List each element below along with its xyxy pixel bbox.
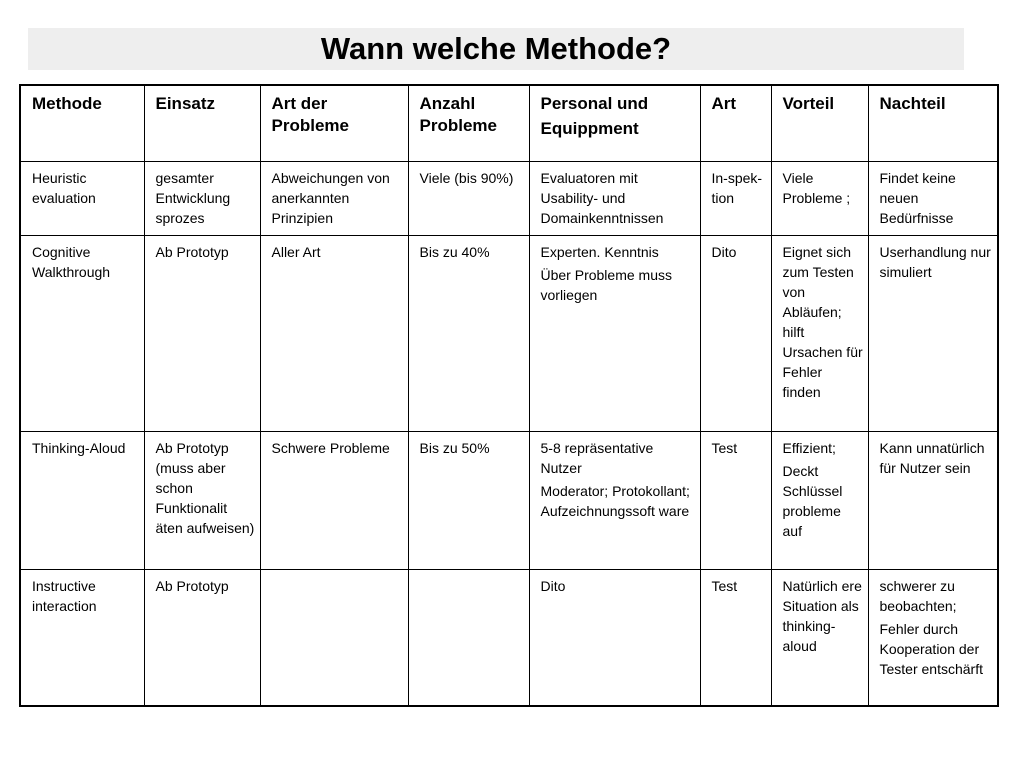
cell-text: Viele Probleme ; xyxy=(782,170,851,206)
table-cell-art xyxy=(700,570,771,706)
table-cell-art-der-probleme xyxy=(260,570,408,706)
table-cell-anzahl-probleme xyxy=(408,236,529,432)
column-header-personal-und-equippment xyxy=(529,85,700,162)
methods-table xyxy=(19,84,999,707)
table-cell-einsatz xyxy=(144,570,260,706)
table-cell-personal-und-equippment xyxy=(529,570,700,706)
cell-text: Schwere Probleme xyxy=(271,440,390,456)
table-cell-vorteil xyxy=(771,432,868,570)
table-cell-nachteil xyxy=(868,570,998,706)
cell-text: Effizient; xyxy=(782,440,836,456)
page-title: Wann welche Methode? xyxy=(320,31,672,66)
column-header-einsatz xyxy=(144,85,260,162)
table-cell-anzahl-probleme xyxy=(408,162,529,236)
table-cell-personal-und-equippment xyxy=(529,162,700,236)
cell-text: Instructive interaction xyxy=(32,578,97,614)
table-header-row xyxy=(20,85,998,162)
table-cell-einsatz xyxy=(144,236,260,432)
table-cell-vorteil xyxy=(771,162,868,236)
column-header-vorteil xyxy=(771,85,868,162)
cell-text: Natürlich ere Situation als thinking-aloud xyxy=(782,578,862,654)
table-cell-nachteil xyxy=(868,236,998,432)
table-cell-art-der-probleme xyxy=(260,162,408,236)
cell-text: Eignet sich zum Testen von Abläufen; hilft Ursachen für Fehler finden xyxy=(782,244,863,400)
table-row xyxy=(20,162,998,236)
table-cell-personal-und-equippment xyxy=(529,432,700,570)
cell-text: Einsatz xyxy=(155,94,216,113)
cell-text: Moderator; Protokollant; Aufzeichnungssoft ware xyxy=(540,483,690,519)
cell-text: Aller Art xyxy=(271,244,321,260)
table-row xyxy=(20,236,998,432)
table-cell-art xyxy=(700,432,771,570)
cell-text: Vorteil xyxy=(782,94,835,113)
table-cell-methode xyxy=(20,162,144,236)
table-row xyxy=(20,432,998,570)
table-row xyxy=(20,570,998,706)
table-cell-anzahl-probleme xyxy=(408,570,529,706)
cell-text: 5-8 repräsentative Nutzer xyxy=(540,440,654,476)
cell-text: Test xyxy=(711,578,738,594)
table-cell-vorteil xyxy=(771,236,868,432)
column-header-anzahl-probleme xyxy=(408,85,529,162)
title-bar xyxy=(28,28,964,70)
table-cell-anzahl-probleme xyxy=(408,432,529,570)
cell-text: Ab Prototyp (muss aber schon Funktionalit äten aufweisen) xyxy=(155,440,255,536)
cell-text: Ab Prototyp xyxy=(155,244,229,260)
table-cell-art xyxy=(700,236,771,432)
table-cell-personal-und-equippment xyxy=(529,236,700,432)
column-header-methode xyxy=(20,85,144,162)
cell-text: Findet keine neuen Bedürfnisse xyxy=(879,170,956,226)
table-cell-nachteil xyxy=(868,432,998,570)
cell-text: Ab Prototyp xyxy=(155,578,229,594)
table-cell-methode xyxy=(20,236,144,432)
cell-text: Cognitive Walkthrough xyxy=(32,244,111,280)
cell-text: Thinking-Aloud xyxy=(32,440,126,456)
cell-text: Viele (bis 90%) xyxy=(419,170,514,186)
table-cell-art-der-probleme xyxy=(260,236,408,432)
cell-text: Fehler durch Kooperation der Tester entschärft xyxy=(879,621,983,677)
table-cell-methode xyxy=(20,432,144,570)
table-cell-nachteil xyxy=(868,162,998,236)
table-cell-vorteil xyxy=(771,570,868,706)
cell-text: Dito xyxy=(711,244,737,260)
table-cell-methode xyxy=(20,570,144,706)
cell-text: Art xyxy=(711,94,737,113)
cell-text: Kann unnatürlich für Nutzer sein xyxy=(879,440,985,476)
cell-text: Nachteil xyxy=(879,94,946,113)
cell-text: Test xyxy=(711,440,738,456)
cell-text: Abweichungen von anerkannten Prinzipien xyxy=(271,170,390,226)
column-header-nachteil xyxy=(868,85,998,162)
cell-text: Personal und xyxy=(540,94,649,113)
table-cell-art xyxy=(700,162,771,236)
cell-text: Heuristic evaluation xyxy=(32,170,96,206)
table-cell-art-der-probleme xyxy=(260,432,408,570)
column-header-art xyxy=(700,85,771,162)
cell-text: Deckt Schlüssel probleme auf xyxy=(782,463,843,539)
cell-text: Anzahl Probleme xyxy=(419,94,497,135)
cell-text: schwerer zu beobachten; xyxy=(879,578,957,614)
column-header-art-der-probleme xyxy=(260,85,408,162)
cell-text: Bis zu 40% xyxy=(419,244,490,260)
cell-text: Methode xyxy=(32,94,102,113)
cell-text: gesamter Entwicklung sprozes xyxy=(155,170,231,226)
cell-text: Art der Probleme xyxy=(271,94,349,135)
table-body xyxy=(20,162,998,706)
cell-text: Dito xyxy=(540,578,566,594)
cell-text: Equippment xyxy=(540,119,639,138)
cell-text: Bis zu 50% xyxy=(419,440,490,456)
cell-text: Userhandlung nur simuliert xyxy=(879,244,991,280)
cell-text: Über Probleme muss vorliegen xyxy=(540,267,672,303)
table-cell-einsatz xyxy=(144,432,260,570)
table-cell-einsatz xyxy=(144,162,260,236)
cell-text: Experten. Kenntnis xyxy=(540,244,659,260)
cell-text: In-spek-tion xyxy=(711,170,763,206)
cell-text: Evaluatoren mit Usability- und Domainkenntnissen xyxy=(540,170,664,226)
